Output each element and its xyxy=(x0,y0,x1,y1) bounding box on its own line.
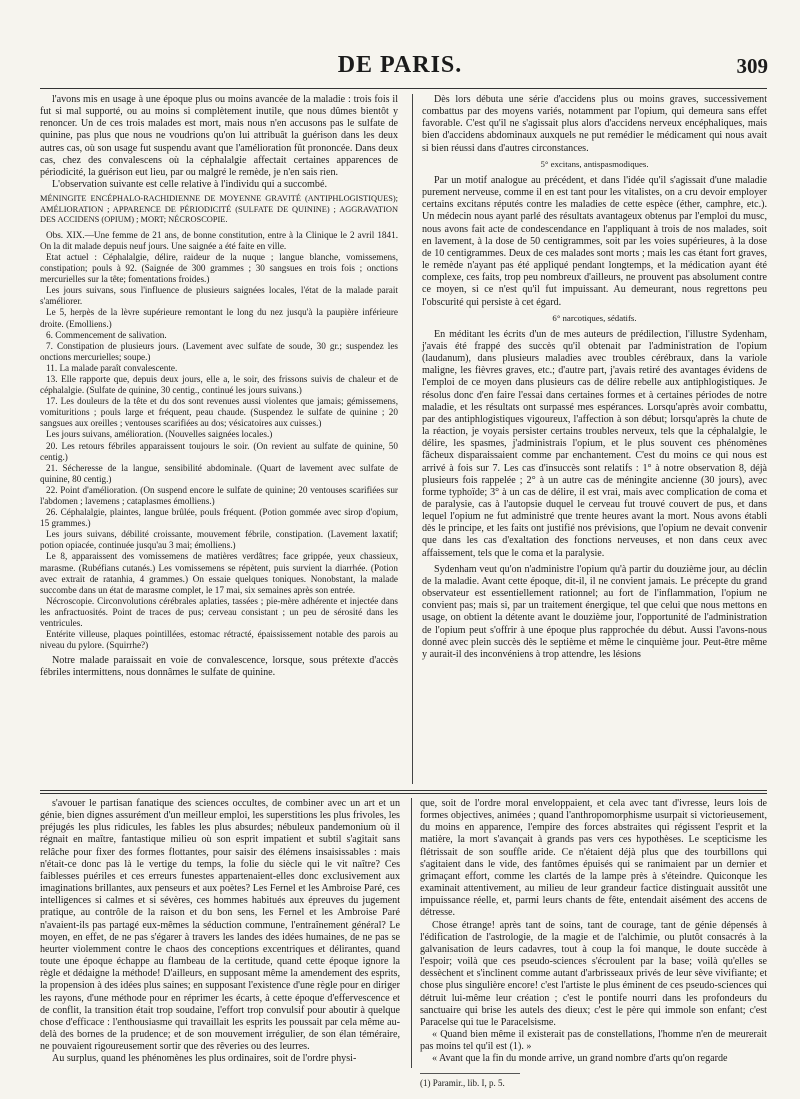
page-number: 309 xyxy=(736,54,768,78)
case-line: 22. Point d'amélioration. (On suspend encore le sulfate de quinine; 20 ventouses scarifiées sur l'abdomen ; lavemens ; cataplasmes émolliens.) xyxy=(40,484,398,506)
section-6-paragraph-1: En méditant les écrits d'un de mes auteurs de prédilection, l'illustre Sydenham, j'avais été frappé des succès qu'il obtenait par l'administration de l'opium (laudanum), dans plusieurs maladies avec troubles cérébraux, dans la variole maligne, les fièvres graves, etc.; d'autre part, j'avais retiré des avantages évidens de l'emploi de ce moyen dans plusieurs cas de délire rebelle aux antiphlogistiques. Je résolus donc d'en faire l'essai dans certaines formes et à certaines périodes de notre maladie, et les résultats ont surpassé mes espérances. Lorsqu'après avoir combattu, par des antiphlogistiques vigoureux, l'affection à son début; lorsqu'après la chute de la réaction, je voyais persister certains troubles nerveux, tels que la céphalalgie, le délire, les spasmes, j'administrais l'opium, et le plus souvent ces phénomènes fâcheux disparaissaient comme par enchantement. C'est du moins ce qui nous est arrivé à fois sur 7. Les cas d'insuccès sont relatifs : 1° à notre observation 8, déjà plusieurs fois rappelée ; 2° à un autre cas de méningite ancienne (30 jours), avec forme typhoïde; 3° à un cas de délire, il est vrai, mais avec complication de coma et de paralysie, cas à l'autopsie duquel le cerveau fut trouvé couvert de pus, et dans lequel l'opium ne fut administré que trente heures avant la mort. Nous avons établi dès le principe, et les faits ont justifié nos prévisions, que l'opium ne devait convenir que dans les cas d'exaltation des fonctions nerveuses, et non dans ceux avec affaissement, tels que le coma et la paralysie. xyxy=(422,328,767,559)
case-line: 17. Les douleurs de la tête et du dos sont revenues aussi violentes que jamais; gémissemens, vomituritions ; pouls large et fréquent, peau chaude. (Suspendez le sulfate de quinine ; 20 sangsues aux oreilles ; ventouses scarifiées au dos; vésicatoires aux cuisses.) xyxy=(40,396,398,429)
case-line: Entérite villeuse, plaques pointillées, estomac rétracté, épaississement notable des parois au niveau du pylore. (Squirrhe?) xyxy=(40,629,398,651)
section-6-heading: 6° narcotiques, sédatifs. xyxy=(552,312,637,323)
page-header xyxy=(0,52,800,82)
case-line: 21. Sécheresse de la langue, sensibilité abdominale. (Quart de lavement avec sulfate de quinine, 80 centig.) xyxy=(40,462,398,484)
case-line: Obs. XIX.—Une femme de 21 ans, de bonne constitution, entre à la Clinique le 2 avril 1841. On la dit malade depuis neuf jours. Une saignée a été faite en ville. xyxy=(40,229,398,251)
feuilleton-left-text: s'avouer le partisan fanatique des sciences occultes, de combiner avec un art et un génie, bien dignes assurément d'un meilleur emploi, les superstitions les plus frivoles, les préjugés les plus ridicules, les fables les plus absurdes; nébuleux pandemonium où il régnait en maître, fantastique milieu où son esprit impatient et subtil s'agitait sans relâche pour fixer des formes flottantes, pour saisir des élémens insaisissables : mais n'était-ce donc pas là le vertige du temps, la folie du siècle qui le vit naître? Ces faiblesses puériles et ces erreurs funestes appartenaient-elles donc exclusivement aux imaginations brillantes, aux penseurs et aux poètes? Les Fernel et les Ambroise Paré, ces intelligences si calmes et si sévères, ces hommes habitués aux épreuves du jugement pratique, au contrôle de la raison et du bon sens, les Fernel et les Ambroise Paré n'avaient-ils pas partagé eux-mêmes la séduction commune, l'entraînement général? Le moyen, en effet, de ne pas s'égarer à travers les landes des idées humaines, de ne pas se heurter violemment contre le chaos des conceptions excentriques et délirantes, quand toute une époque échappe au flambeau de la certitude, quand cette époque ignore la règle et dédaigne la méthode! D'ailleurs, en supposant même la amendement des esprits, la propension à des idées plus saines; en supposant l'existence d'une règle pour en diriger les rayons, d'une méthode pour en réprimer les écarts, à cette époque d'effervescence et de conflit, la transition était trop soudaine, l'effort trop convulsif pour aboutir à quelque chose d'efficace : l'enthousiasme qui travaillait les esprits les poussait par cela même au-delà des bornes de la prudence; et de son mouvement irrégulier, de son élan téméraire, ne pouvaient rigoureusement sortir que des rêveries ou des leurres. xyxy=(40,798,400,1053)
left-paragraph-2: L'observation suivante est celle relative à l'individu qui a succombé. xyxy=(52,179,327,191)
column-divider xyxy=(412,94,413,784)
case-line: 13. Elle rapporte que, depuis deux jours, elle a, le soir, des frissons suivis de chaleur et de céphalalgie. (Sulfate de quinine, 30 centig., continué les jours suivans.) xyxy=(40,373,398,396)
section-6-paragraph-2: Sydenham veut qu'on n'administre l'opium qu'à partir du douzième jour, au déclin de la maladie. Avant cette époque, dit-il, il ne convient jamais. Le précepte du grand observateur est essentiellement rationnel; au fort de l'inflammation, l'opium ne convient pas; mais si, par un traitement énergique, tel que celui que nous mettons en usage, on obtient la détente avant le douzième jour, l'opportunité de l'administration de l'opium peut s'offrir à une époque plus rapprochée du début. Aussi l'avons-nous donné avec plein succès dès le septième et même le cinquième jour. Peut-être même y aurait-il des inconvéniens à trop attendre, les lésions xyxy=(422,563,767,660)
quote-2: « Avant que la fin du monde arrive, un grand nombre d'arts qu'on regarde xyxy=(432,1053,728,1065)
case-line: Le 5, herpès de la lèvre supérieure remontant le long du nez jusqu'à la paupière inférieure droite. (Emolliens.) xyxy=(40,307,398,329)
case-line: 6. Commencement de salivation. xyxy=(46,329,167,340)
left-paragraph-1: l'avons mis en usage à une époque plus ou moins avancée de la maladie : trois fois il fut si mal supporté, ou au moins si complètement inutile, que nous dûmes bientôt y renoncer. Un de ces trois malades est mort, mais nous n'en accusons pas le sulfate de quinine, pas plus que nous ne voudrions qu'on lui attribuât la guérison dans les deux autres cas, où son usage fut suspendu avant que l'amélioration fût prononcée. Dans deux cas, chez des convalescens où la céphalalgie affectait certaines apparences de périodicité, la guérison eut lieu, par ou malgré le remède, je n'en sais rien. xyxy=(40,94,398,178)
feuilleton-left-column xyxy=(40,798,400,1068)
left-paragraph-after: Notre malade paraissait en voie de convalescence, lorsque, sous prétexte d'accès fébriles intermittens, nous donnâmes le sulfate de quinine. xyxy=(40,655,398,679)
case-line: Le 8, apparaissent des vomissemens de matières verdâtres; face grippée, yeux chassieux, marasme. (Rubéfians cutanés.) Les vomissemens se répètent, puis survient la diarrhée. (Potion avec extrait de ratanhia, 4 grammes.) On essaie quelques toniques. Nonobstant, la malade succombe dans un état de marasme complet, le 17 mai, six semaines après son entrée. xyxy=(40,551,398,595)
case-heading: MÉNINGITE ENCÉPHALO-RACHIDIENNE DE MOYENNE GRAVITÉ (ANTIPHLOGISTIQUES); AMÉLIORATION ; APPARENCE DE PÉRIODICITÉ (SULFATE DE QUININE) ; AGGRAVATION DES ACCIDENS (OPIUM) ; MORT; NÉCROSCOPIE. xyxy=(40,194,398,225)
feuilleton-rule-2 xyxy=(40,793,767,794)
feuilleton-right-text-2: Chose étrange! après tant de soins, tant de courage, tant de génie dépensés à l'édification de l'astrologie, de la magie et de l'alchimie, ou plutôt consacrés à la galvanisation de leurs cadavres, tout à coup la foi manque, le doute succède à l'espoir; voilà que ces pseudo-sciences s'écroulent par la base; voilà qu'elles se dessèchent et s'inclinent comme autant d'arbrisseaux privés de leur sève vivifiante; et chose plus singulière encore! c'est l'artiste le plus éminent de ces pseudo-sciences qui détruit lui-même leur création ; c'est le pontife nourri dans les profondeurs du sanctuaire qui brise les autels des dieux; c'est le père qui immole son enfant; c'est Paracelse qui tue le Paracelsisme. xyxy=(420,919,767,1028)
case-line: 11. La malade paraît convalescente. xyxy=(46,362,178,373)
right-paragraph-intro: Dès lors débuta une série d'accidens plus ou moins graves, successivement combattus par des moyens variés, notamment par l'opium, qui demeura sans effet favorable. C'est qu'il ne s'agissait plus alors d'accidens nerveux encéphaliques, mais bien d'accidens abdominaux auxquels ne put remédier le médicament qui nous avait si bien réussi dans d'autres circonstances. xyxy=(422,94,767,154)
quote-1: « Quand bien même il existerait pas de constellations, l'homme n'en de meurerait pas moins tel qu'il est (1). » xyxy=(420,1028,767,1053)
case-line: 7. Constipation de plusieurs jours. (Lavement avec sulfate de soude, 30 gr.; suspendez les onctions mercurielles; soupe.) xyxy=(40,340,398,362)
right-column xyxy=(422,94,767,782)
case-line: Les jours suivans, amélioration. (Nouvelles saignées locales.) xyxy=(46,429,273,440)
case-line: Les jours suivans, débilité croissante, mouvement fébrile, constipation. (Lavement laxatif; potion opiacée, continuée jusqu'au 3 mai; émolliens.) xyxy=(40,529,398,551)
case-line: 26. Céphalalgie, plaintes, langue brûlée, pouls fréquent. (Potion gommée avec sirop d'opium, 15 grammes.) xyxy=(40,507,398,529)
page-title: DE PARIS. xyxy=(337,52,463,78)
case-line: Nécroscopie. Circonvolutions cérébrales aplaties, tassées ; pie-mère adhérente et injectée dans les anfractuosités. Point de traces de pus; cerveau consistant ; un peu de sérosité dans les ventricules. xyxy=(40,595,398,629)
section-5-heading: 5° excitans, antispasmodiques. xyxy=(540,158,649,169)
feuilleton-divider xyxy=(411,798,412,1068)
footnote: (1) Paramir., lib. I, p. 5. xyxy=(420,1078,505,1089)
header-rule xyxy=(40,88,767,89)
case-line: Les jours suivans, sous l'influence de plusieurs saignées locales, l'état de la malade parait s'améliorer. xyxy=(40,285,398,307)
feuilleton-right-text: que, soit de l'ordre moral enveloppaient, et cela avec tant d'ivresse, leurs lois de formes objectives, animées ; quand l'anthropomorphisme usurpait si victorieusement, du moins en apparence, l'empire des forces abstraites qui régissent l'esprit et la matière, la mort s'avançait à grands pas vers ces hypothèses. Le scepticisme les flétrissait de son souffle aride. Ce n'étaient déjà plus que des tourbillons qui s'agitaient dans le vide, des fantômes épuisés qui se ranimaient par un dernier et grimaçant effort, comme les clartés de la lampe près à s'éteindre. Quiconque les examinait attentivement, au milieu de leur grandeur factice distinguait aussitôt une impuissance réelle, et, parmi leurs chants de fête, entendait aisément des accens de détresse. xyxy=(420,798,767,919)
section-5-paragraph: Par un motif analogue au précédent, et dans l'idée qu'il s'agissait d'une maladie purement nerveuse, comme il en est tant pour les vitalistes, on a cru devoir employer certains excitans réputés contre les maladies de cette espèce (éther, camphre, etc.). Un médecin nous ayant parlé des résultats avantageux obtenus par l'emploi du musc, nous avons fait acte de condescendance en l'appliquant à trois de nos malades, soit en lavement, à la dose de 50 centigrammes, soit par les voies supérieures, à la dose de 10 centigrammes. Deux de ces malades sont morts ; mais les cas étant fort graves, le remède n'ayant pas été appliqué pendant longtemps, et la médication ayant été complexe, ces faits, trop peu nombreux d'ailleurs, ne prouvent pas absolument contre ce moyen, si ce n'est qu'il fut impuissant. Au demeurant, nous regrettons peu l'obscurité qui persiste à cet égard. xyxy=(422,174,767,308)
left-column xyxy=(40,94,398,782)
feuilleton-left-last-line: Au surplus, quand les phénomènes les plus ordinaires, soit de l'ordre physi- xyxy=(52,1053,357,1065)
feuilleton-right-column xyxy=(420,798,767,1089)
case-line: Etat actuel : Céphalalgie, délire, raideur de la nuque ; langue blanche, vomissemens, constipation; pouls à 92. (Saignée de 300 grammes ; 30 sangsues en trois fois ; onctions mercurielles sur la tête; fomentations froides.) xyxy=(40,251,398,285)
case-line: 20. Les retours fébriles apparaissent toujours le soir. (On revient au sulfate de quinine, 50 centig.) xyxy=(40,440,398,462)
feuilleton-rule-1 xyxy=(40,790,767,791)
